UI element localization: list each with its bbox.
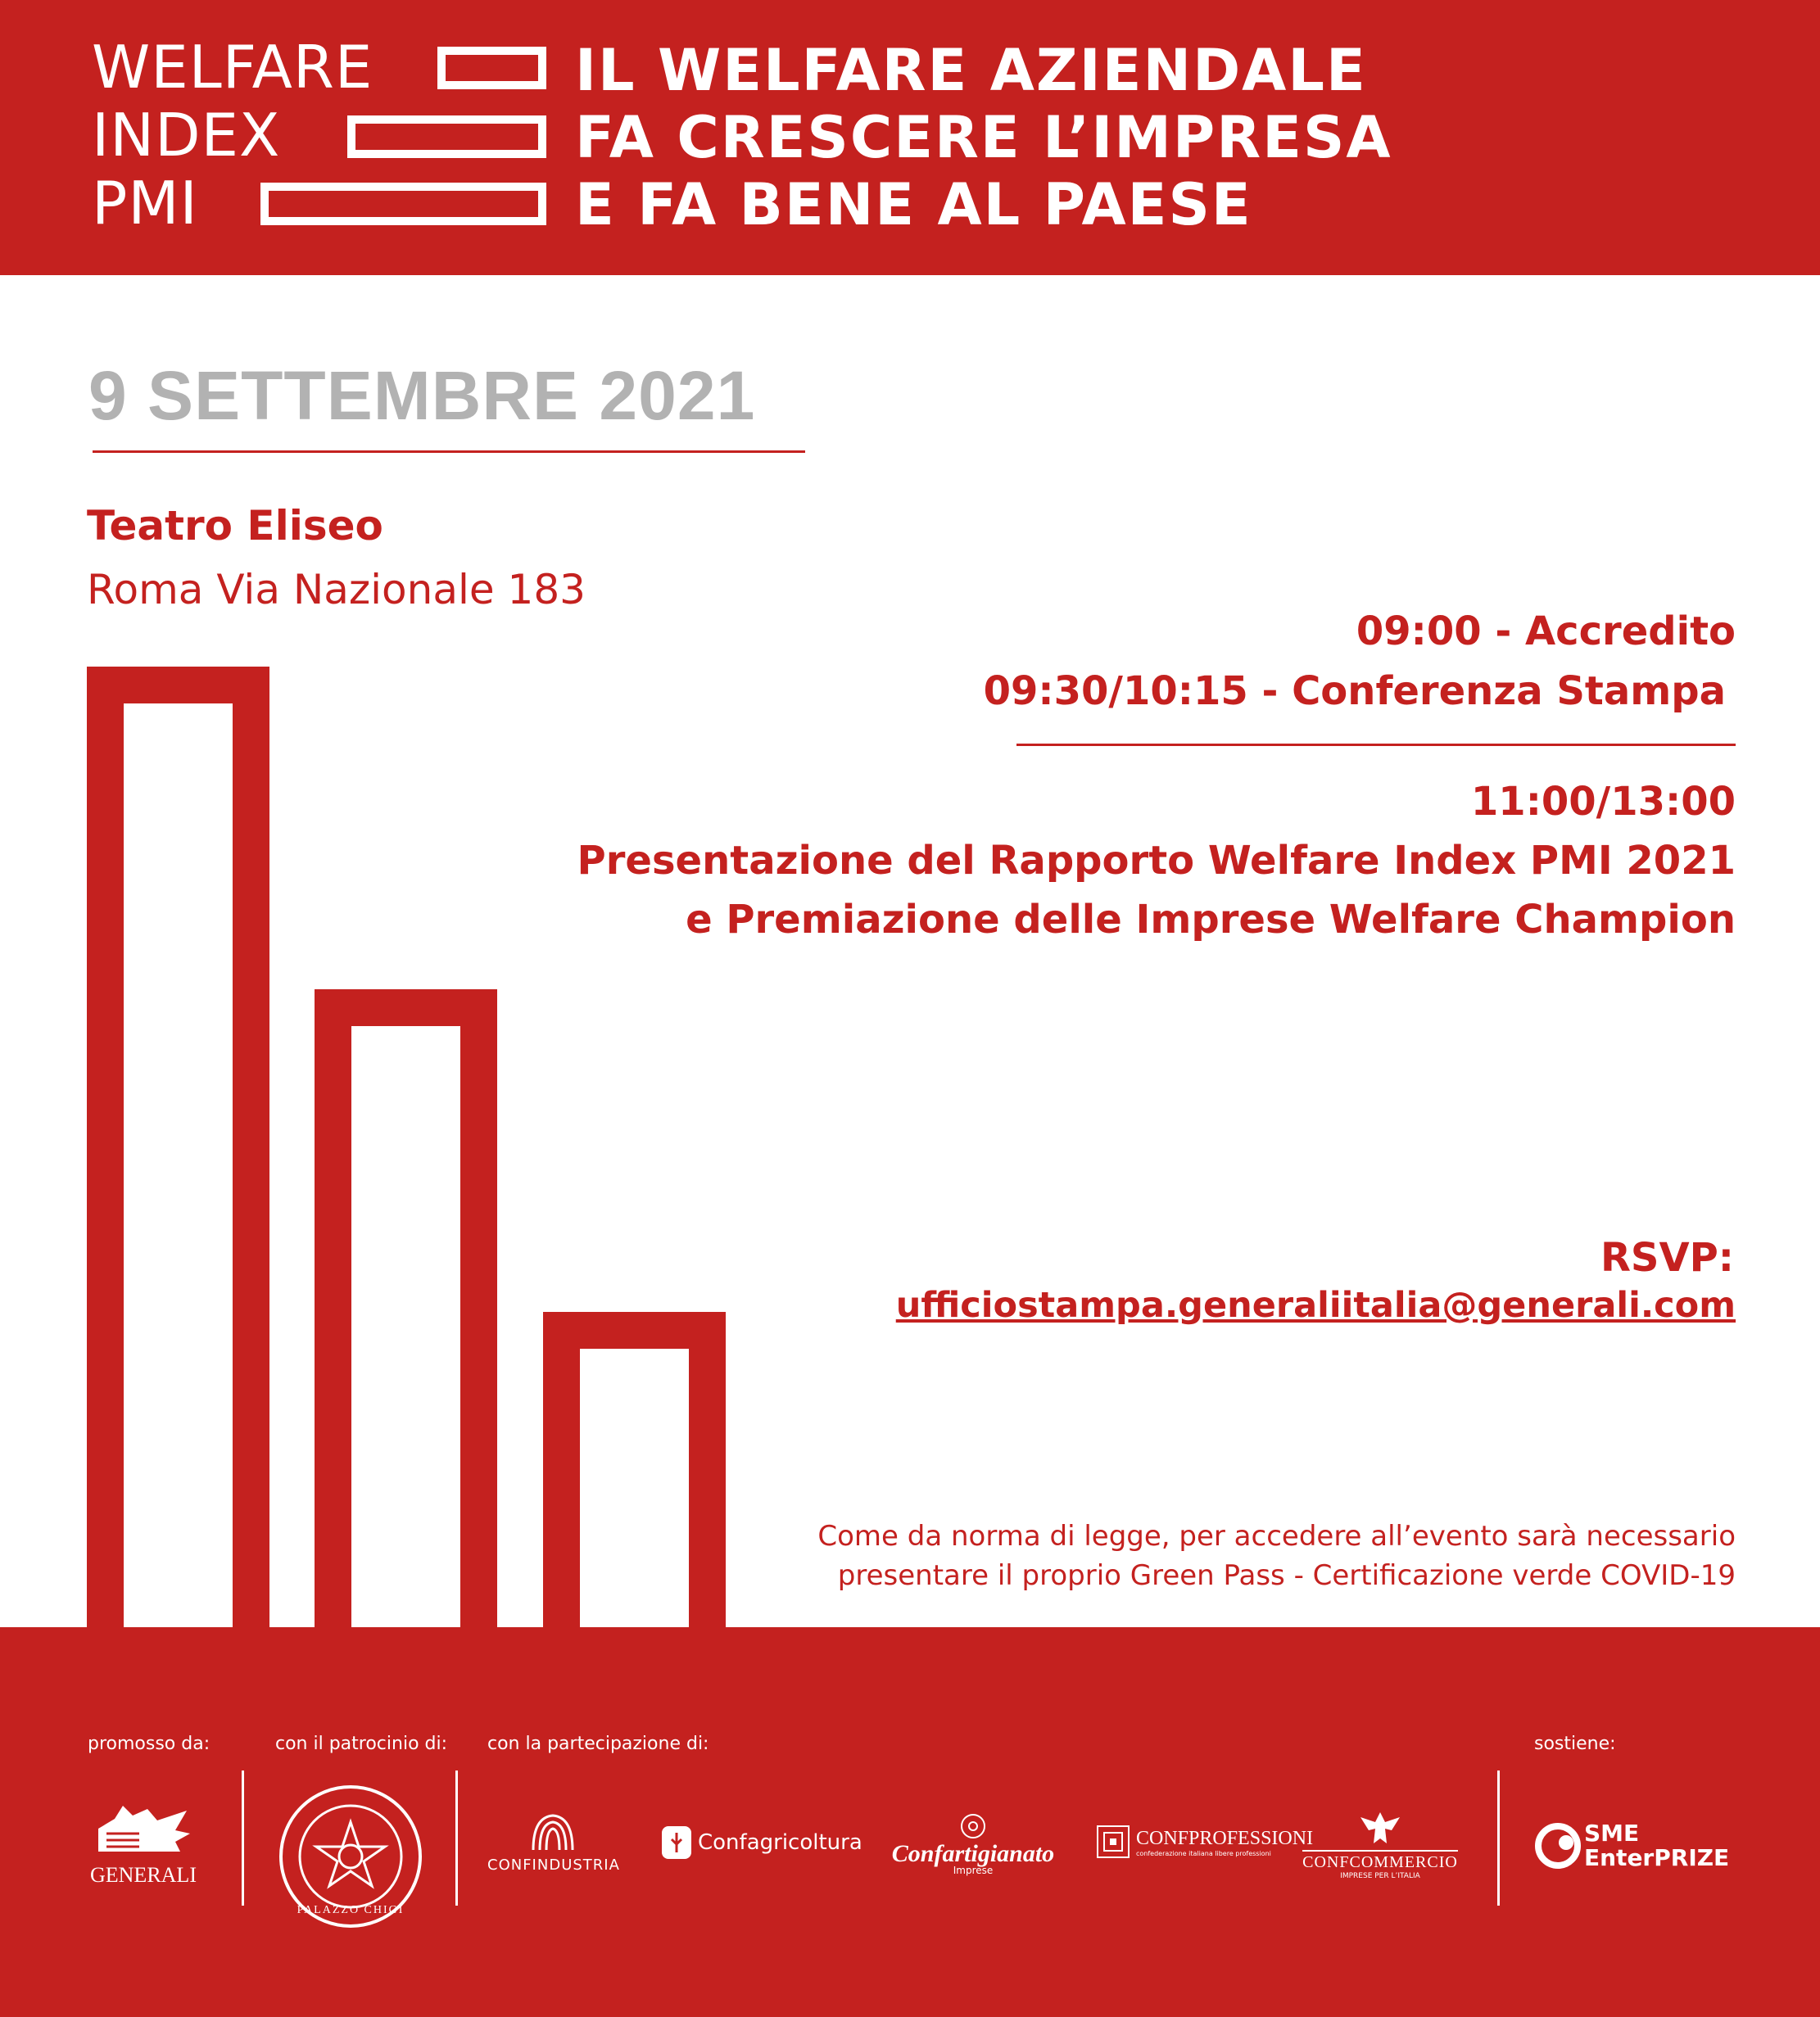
label-promosso: promosso da: [88, 1734, 211, 1754]
rsvp-email-link[interactable]: ufficiostampa.generaliitalia@generali.com [895, 1285, 1736, 1326]
schedule-presentazione: Presentazione del Rapporto Welfare Index PMI 2021 [577, 838, 1736, 884]
event-date: 9 SETTEMBRE 2021 [88, 357, 756, 434]
sme-enterprize-logo [1535, 1817, 1729, 1875]
sme-mark-icon [1535, 1823, 1581, 1869]
footer-divider [242, 1771, 244, 1906]
label-patrocinio: con il patrocinio di: [275, 1734, 448, 1754]
confprofessioni-sub: confederazione italiana libere professioni [1136, 1849, 1271, 1857]
confprofessioni-name: CONFPROFESSIONI [1136, 1827, 1314, 1849]
palazzo-chigi-seal [277, 1783, 424, 1930]
logo-line-welfare: WELFARE [92, 33, 374, 102]
confagricoltura-mark-icon [660, 1825, 693, 1861]
confartigianato-mark-icon [959, 1812, 987, 1840]
confindustria-logo [487, 1812, 618, 1874]
footer-divider [455, 1771, 458, 1906]
generali-logo [86, 1801, 201, 1888]
sme-line-2: EnterPRIZE [1584, 1844, 1730, 1871]
notice-line-2: presentare il proprio Green Pass - Certificazione verde COVID-19 [837, 1559, 1736, 1592]
date-divider [93, 450, 805, 453]
footer-divider [1497, 1771, 1500, 1906]
decorative-bar-short [543, 1312, 726, 1627]
logo-line-index: INDEX [92, 101, 281, 170]
logo-box [347, 115, 546, 158]
rsvp-label: RSVP: [1600, 1235, 1734, 1281]
schedule-premiazione: e Premiazione delle Imprese Welfare Champion [686, 897, 1736, 943]
confcommercio-sub: IMPRESE PER L’ITALIA [1340, 1872, 1420, 1880]
schedule-conferenza: 09:30/10:15 - Conferenza Stampa [983, 668, 1726, 714]
label-partecipazione: con la partecipazione di: [487, 1734, 709, 1754]
confindustria-mark-icon [528, 1812, 577, 1853]
palazzo-chigi-text: PALAZZO CHIGI [297, 1904, 405, 1916]
logo-box [437, 47, 546, 89]
confartigianato-sub: Imprese [953, 1865, 994, 1876]
schedule-time: 11:00/13:00 [1470, 779, 1736, 825]
sme-line-1: SME [1584, 1820, 1640, 1847]
confcommercio-logo [1302, 1809, 1458, 1880]
tagline-line-2: FA CRESCERE L’IMPRESA [575, 104, 1392, 171]
confagricoltura-logo [660, 1822, 862, 1863]
logo-box [260, 183, 546, 225]
notice-line-1: Come da norma di legge, per accedere all’evento sarà necessario [817, 1520, 1736, 1553]
generali-name: GENERALI [90, 1863, 197, 1887]
tagline-line-3: E FA BENE AL PAESE [575, 171, 1252, 238]
decorative-bar-tall [87, 667, 269, 1627]
bar-inner [580, 1349, 689, 1627]
bar-inner [124, 703, 233, 1627]
eagle-icon [1357, 1809, 1403, 1847]
venue-name: Teatro Eliseo [87, 502, 383, 549]
confprofessioni-logo [1095, 1817, 1313, 1866]
confindustria-name: CONFINDUSTRIA [487, 1856, 620, 1874]
bar-inner [351, 1026, 460, 1627]
tagline-line-1: IL WELFARE AZIENDALE [575, 37, 1367, 104]
confprofessioni-mark-icon [1095, 1824, 1131, 1860]
lion-icon [90, 1801, 197, 1858]
rsvp-email-wrap [896, 1276, 1736, 1335]
confartigianato-name: Confartigianato [891, 1840, 1055, 1867]
header-banner [0, 0, 1820, 275]
confcommercio-name: CONFCOMMERCIO [1302, 1850, 1458, 1872]
label-sostiene: sostiene: [1534, 1734, 1616, 1754]
decorative-bar-medium [315, 989, 497, 1627]
footer-sponsors [0, 1627, 1820, 2017]
confartigianato-logo [891, 1812, 1055, 1876]
schedule-divider [1016, 744, 1736, 746]
confagricoltura-name: Confagricoltura [698, 1830, 862, 1855]
schedule-accredito: 09:00 - Accredito [1356, 608, 1736, 654]
logo-line-pmi: PMI [92, 169, 198, 237]
venue-address: Roma Via Nazionale 183 [87, 566, 586, 613]
